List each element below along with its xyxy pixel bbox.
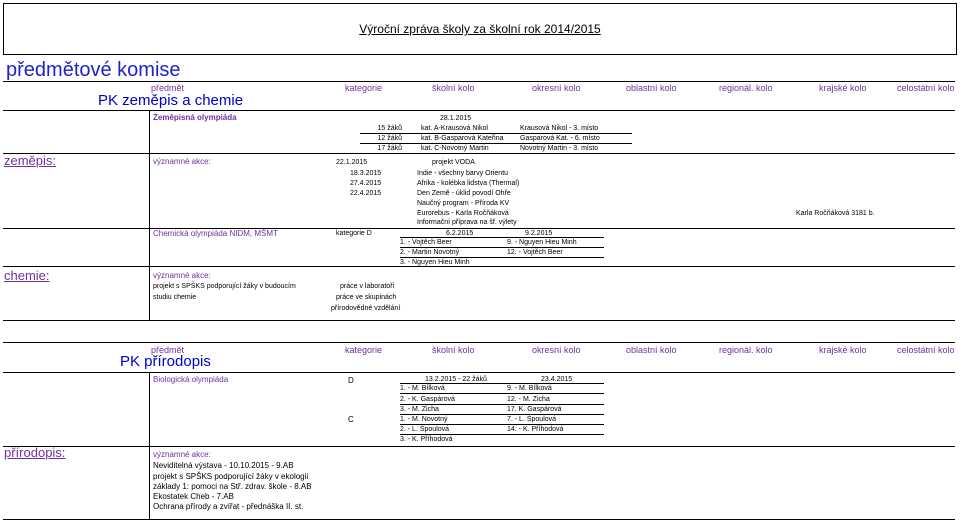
olymp-row-rule bbox=[360, 143, 632, 144]
block2-top bbox=[3, 342, 955, 343]
zemepis-olympiada-label: Zeměpisná olympiáda bbox=[153, 113, 237, 122]
header-krajske: krajské kolo bbox=[819, 345, 867, 355]
bio-akce-item: Ochrana přírody a zvířat - přednáška II. st. bbox=[153, 502, 304, 511]
block1-row-chemie-top bbox=[3, 228, 955, 229]
block2-header-rule bbox=[3, 372, 955, 373]
chem-school-date: 6.2.2015 bbox=[446, 230, 474, 237]
akce-text: Afrika - kolébka lidstva (Thermal) bbox=[417, 180, 520, 187]
bio-c-school: 3. - K. Příhodová bbox=[400, 436, 453, 443]
bio-category-c: C bbox=[348, 415, 354, 424]
bio-akce-label: významné akce: bbox=[153, 450, 211, 459]
header-okresni: okresní kolo bbox=[532, 345, 581, 355]
eurorebus-result: Karla Ročňáková 3181 b. bbox=[796, 210, 875, 217]
olymp-category: kat. A-Krausová Nikol bbox=[421, 125, 488, 132]
olymp-count: 15 žáků bbox=[377, 125, 402, 132]
olymp-result: Gasparová Kat. - 6. místo bbox=[520, 135, 600, 142]
chem-category: kategorie D bbox=[336, 230, 372, 237]
bio-school-date: 13.2.2015 - 22 žáků bbox=[425, 376, 487, 383]
chem-akce-activity: práce v laboratoři bbox=[340, 283, 395, 290]
bio-rule bbox=[400, 393, 604, 394]
section-underline bbox=[3, 81, 955, 82]
bio-d-school: 3. - M. Zicha bbox=[400, 406, 439, 413]
bio-c-okres: 7. - L. Špoulová bbox=[507, 416, 557, 423]
bio-category-d: D bbox=[348, 376, 354, 385]
bio-rule bbox=[400, 424, 604, 425]
bio-rule bbox=[400, 404, 604, 405]
bio-d-school: 2. - K. Gaspárová bbox=[400, 396, 455, 403]
bio-rule bbox=[400, 434, 604, 435]
chem-school-result: 3. - Nguyen Hieu Minh bbox=[400, 259, 470, 266]
header-kategorie: kategorie bbox=[345, 83, 383, 93]
header-skolni: školní kolo bbox=[432, 345, 475, 355]
header-regional: regionál. kolo bbox=[719, 345, 773, 355]
chem-okres-date: 9.2.2015 bbox=[525, 230, 553, 237]
chem-date-rule bbox=[400, 237, 604, 238]
header-krajske: krajské kolo bbox=[819, 83, 867, 93]
header-oblastni: oblastní kolo bbox=[626, 345, 677, 355]
header-oblastni: oblastní kolo bbox=[626, 83, 677, 93]
bio-d-okres: 12. - M. Zicha bbox=[507, 396, 550, 403]
chem-akce-label: významné akce: bbox=[153, 271, 211, 280]
akce-date: 22.4.2015 bbox=[350, 190, 382, 197]
akce-text: projekt VODA bbox=[432, 159, 475, 166]
block1-bottom bbox=[3, 320, 955, 321]
header-skolni: školní kolo bbox=[432, 83, 475, 93]
chem-okres-result: 12. - Vojtěch Beer bbox=[507, 249, 563, 256]
olymp-category: kat. C-Novotný Martin bbox=[421, 145, 489, 152]
zemepis-akce-label: významné akce: bbox=[153, 157, 211, 166]
bio-akce-item: projekt s SPŠKS podporující žáky v ekologii bbox=[153, 472, 309, 481]
chem-akce-activity: přírodovědné vzdělání bbox=[331, 305, 401, 312]
chem-akce-text: studiu chemie bbox=[153, 294, 197, 301]
block1-row-zemepis bbox=[3, 153, 955, 154]
bio-d-okres: 17. K. Gaspárová bbox=[507, 406, 562, 413]
side-label-zemepis: zeměpis: bbox=[4, 153, 57, 168]
akce-date: 22.1.2015 bbox=[336, 159, 368, 166]
zemepis-olympiada-date: 28.1.2015 bbox=[440, 115, 472, 122]
olymp-row-rule bbox=[360, 133, 632, 134]
chem-school-result: 2. - Martin Novotný bbox=[400, 249, 460, 256]
akce-text: Indie - všechny barvy Orientu bbox=[417, 170, 509, 177]
block1-col-left bbox=[149, 110, 150, 320]
chem-result-rule bbox=[400, 247, 604, 248]
header-regional: regionál. kolo bbox=[719, 83, 773, 93]
side-label-prirodopis: přírodopis: bbox=[4, 445, 66, 460]
header-celostatni: celostátní kolo bbox=[897, 83, 955, 93]
akce-text: Naučný program - Příroda KV bbox=[417, 200, 510, 207]
side-label-chemie: chemie: bbox=[4, 268, 50, 283]
olymp-count: 17 žáků bbox=[377, 145, 402, 152]
pk-title-prirodopis: PK přírodopis bbox=[120, 353, 211, 370]
bio-akce-item: Ekostatek Cheb - 7.AB bbox=[153, 492, 234, 501]
document-title: Výroční zpráva školy za školní rok 2014/2015 bbox=[359, 22, 601, 36]
block1-row-chemie-akce bbox=[3, 266, 955, 267]
akce-date: 27.4.2015 bbox=[350, 180, 382, 187]
section-title: předmětové komise bbox=[6, 59, 181, 81]
akce-text: Eurorebus - Karla Ročňáková bbox=[417, 210, 509, 217]
bio-c-okres: 14. - K. Příhodová bbox=[507, 426, 564, 433]
block1-header-rule bbox=[3, 110, 955, 111]
chem-olympiada-label: Chemická olympiáda NIDM, MŠMT bbox=[153, 229, 278, 238]
chem-akce-activity: práce ve skupinách bbox=[336, 294, 397, 301]
block2-bottom bbox=[3, 519, 955, 520]
olymp-result: Novotný Martin - 3. místo bbox=[520, 145, 599, 152]
header-kategorie: kategorie bbox=[345, 345, 383, 355]
header-predmet: předmět bbox=[151, 83, 185, 93]
bio-rule bbox=[400, 414, 604, 415]
olymp-result: Krausová Nikol - 3. místo bbox=[520, 125, 599, 132]
bio-d-okres: 9. - M. Bílková bbox=[507, 385, 552, 392]
header-celostatni: celostátní kolo bbox=[897, 345, 955, 355]
akce-date: 18.3.2015 bbox=[350, 170, 382, 177]
chem-school-result: 1. - Vojtěch Beer bbox=[400, 239, 452, 246]
bio-akce-item: Neviditelná výstava - 10.10.2015 - 9.AB bbox=[153, 461, 294, 470]
chem-result-rule bbox=[400, 257, 604, 258]
bio-akce-item: základy 1: pomoci na Stř. zdrav. škole - 8.AB bbox=[153, 482, 312, 491]
olymp-category: kat. B-Gasparová Kateřina bbox=[421, 135, 504, 142]
bio-okres-date: 23.4.2015 bbox=[541, 376, 573, 383]
bio-c-school: 2. - L. Špoulová bbox=[400, 426, 450, 433]
header-okresni: okresní kolo bbox=[532, 83, 581, 93]
akce-text: Den Země - úklid povodí Ohře bbox=[417, 190, 511, 197]
bio-d-school: 1. - M. Bílková bbox=[400, 385, 445, 392]
akce-text: Informační příprava na šf. výlety bbox=[417, 219, 517, 226]
chem-okres-result: 9. - Nguyen Hieu Minh bbox=[507, 239, 577, 246]
bio-olympiada-label: Biologická olympiáda bbox=[153, 375, 229, 384]
block2-row-akce bbox=[3, 446, 955, 447]
header-predmet: předmět bbox=[151, 345, 185, 355]
bio-date-rule bbox=[400, 383, 604, 384]
pk-title-zemepis-chemie: PK zeměpis a chemie bbox=[98, 92, 244, 109]
chem-akce-text: projekt s SPŠKS podporující žáky v budoucím bbox=[153, 283, 296, 290]
olymp-count: 12 žáků bbox=[377, 135, 402, 142]
bio-c-school: 1. - M. Novotný bbox=[400, 416, 448, 423]
